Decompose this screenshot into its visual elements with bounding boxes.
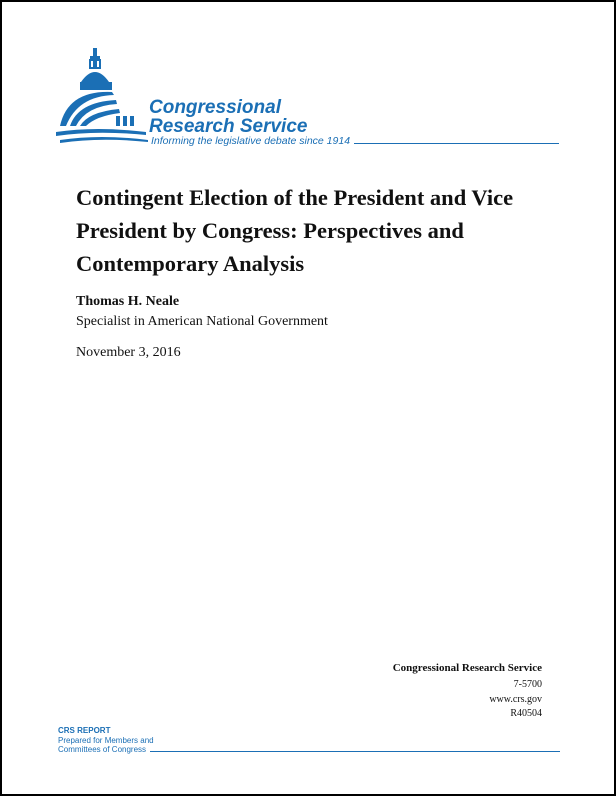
logo-divider xyxy=(354,143,559,144)
crs-report-footer xyxy=(58,726,154,755)
report-title: Contingent Election of the President and Vice President by Congress: Perspectives and Contemporary Analysis xyxy=(76,185,514,276)
organization-website: www.crs.gov xyxy=(489,693,542,705)
footer-line1: Prepared for Members and xyxy=(58,735,154,745)
logo-name-line1: Congressional xyxy=(149,97,281,118)
footer-divider xyxy=(150,751,560,752)
logo-tagline: Informing the legislative debate since 1914 xyxy=(151,135,351,147)
organization-info xyxy=(393,662,542,722)
crs-report-label: CRS REPORT xyxy=(58,726,111,735)
organization-name: Congressional Research Service xyxy=(392,662,542,674)
logo-name-line2: Research Service xyxy=(149,116,308,137)
organization-logo-name xyxy=(149,98,307,136)
footer-line2: Committees of Congress xyxy=(58,745,147,754)
report-id: R40504 xyxy=(510,708,542,719)
organization-number: 7-5700 xyxy=(513,679,542,690)
author-role: Specialist in American National Government xyxy=(76,314,328,329)
capitol-dome-icon xyxy=(56,46,151,148)
author-name: Thomas H. Neale xyxy=(76,294,180,309)
report-date: November 3, 2016 xyxy=(76,345,181,360)
